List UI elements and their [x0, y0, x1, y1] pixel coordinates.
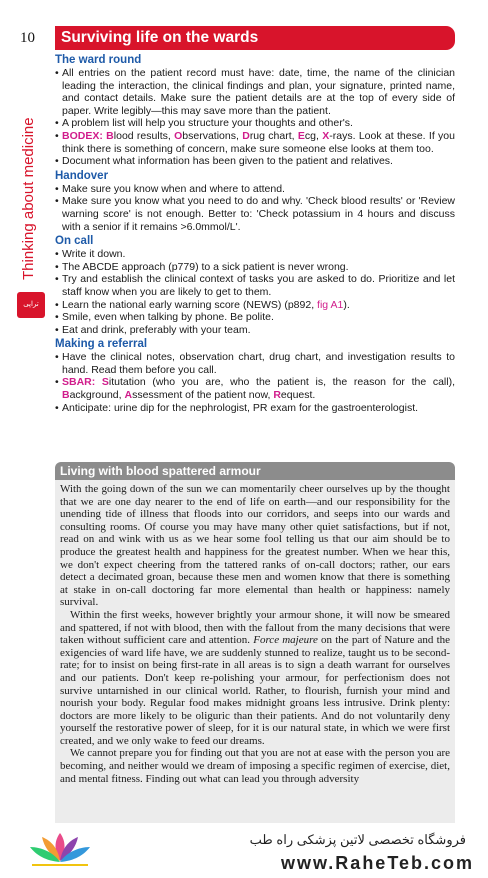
list-item: • The ABCDE approach (p779) to a sick patient is never wrong. — [55, 260, 349, 273]
referral-list — [55, 351, 455, 414]
list-item: • Make sure you know when and where to attend. — [55, 182, 285, 195]
list-item: • Make sure you know what you need to do and why. 'Check blood results' or 'Review warning score' is not enough. Better to: 'Check potassium in 4 hours and discuss with a senior if it remains >6.0mmol/L'. — [55, 195, 455, 233]
side-chapter-label: Thinking about medicine — [20, 117, 37, 280]
ward-round-heading: The ward round — [55, 54, 142, 66]
list-item-sbar: • SBAR: Situtation (who you are, who the patient is, the reason for the call), Background, Assessment of the patient now, Request. — [55, 376, 456, 402]
ward-round-list — [55, 67, 455, 168]
list-item: • Write it down. — [55, 248, 126, 261]
page-title-bar: Surviving life on the wards — [55, 26, 455, 50]
handover-list — [55, 183, 455, 233]
page-number: 10 — [20, 30, 35, 46]
on-call-list — [55, 248, 455, 336]
box-paragraph-3: We cannot prepare you for finding out that you are not at ease with the person you are becoming, and neither would we dream of imposing a specific regimen of exercise, diet, and mental fitness. Finding out what can lead you through adversity — [60, 747, 450, 785]
armour-box — [55, 480, 455, 823]
referral-heading: Making a referral — [55, 338, 148, 351]
list-item: • All entries on the patient record must have: date, time, the name of the clinician leading the interaction, the clinical findings and plan, your signature, printed name, and contact details. Make sure the patient details are at the top of every side of paper. Write legibly—this may save more than the patient. — [55, 67, 455, 117]
on-call-heading: On call — [55, 235, 94, 248]
box-paragraph-2: Within the first weeks, however brightly your armour shone, it will now be smeared and spattered, if not with blood, then with the fallout from the many decisions that were taken without sufficient care and attention. Force majeure on the part of Nature and the exigencies of ward life have, we are suddenly stunned to realize, taught us to be second-rate; for to insist on being first-rate in all areas is to sign a death warrant for ourselves and our patients. Don't keep re-polishing your armour, for perfectionism does not survive untarnished in our clinical world. Rather, to flourish, furnish your mind and nourish your body. Regular food makes midnight groans less intrusive. Drink plenty: doctors are more likely to be oliguric than their patients. And do not voluntarily deny yourself the restorative power of sleep, for it is our natural state, in which we were first created, and we only wake to feed our dreams. — [60, 608, 451, 747]
main-content — [55, 52, 455, 414]
box-paragraph-1: With the going down of the sun we can momentarily cheer ourselves up by the thought that we are one day nearer to the end of life on earth—and our responsibility for the unending tide of illness that floods into our corridors, and seeps into our wards and consulting rooms. Of course you may have many other quiet satisfactions, but if not, read on and wink with us as we hear some fool telling us that our aim should be to produce the greatest health and happiness for the greatest number. When we hear this, we don't expect cheering from the tattered ranks of on-call doctors; rather, our ears detect a decimated groan, because these men and women know that there is something at stake in on-call doctoring far more elemental than health or happiness: namely survival. — [60, 483, 450, 609]
list-item-news: • Learn the national early warning score (NEWS) (p892, fig A1). — [55, 298, 350, 311]
list-item: • Have the clinical notes, observation chart, drug chart, and investigation results to hand. Read them before you call. — [55, 351, 455, 376]
list-item: • Eat and drink, preferably with your team. — [55, 323, 251, 336]
shop-name: فروشگاه تخصصی لاتین پزشکی راه طب — [249, 832, 466, 847]
watermark-footer — [0, 823, 488, 878]
list-item: • A problem list will help you structure your thoughts and other's. — [55, 117, 353, 130]
list-item: • Anticipate: urine dip for the nephrologist, PR exam for the gastroenterologist. — [55, 401, 419, 414]
fig-a1-link[interactable]: fig A1 — [317, 298, 344, 311]
list-item: • Document what information has been given to the patient and relatives. — [55, 155, 393, 168]
side-chapter-tab: تراپی — [17, 292, 45, 318]
list-item-bodex: • BODEX: Blood results, Observations, Drug chart, Ecg, X-rays. Look at these. If you think there is something of concern, make sure someone else looks at them too. — [55, 129, 455, 155]
list-item: • Smile, even when talking by phone. Be polite. — [55, 311, 274, 324]
shop-url-link[interactable]: www.RaheTeb.com — [280, 853, 474, 873]
list-item: • Try and establish the clinical context of tasks you are asked to do. Prioritize and let staff know when you are likely to get to them. — [55, 273, 455, 298]
lotus-logo-icon — [24, 831, 96, 869]
box-title: Living with blood spattered armour — [55, 462, 455, 480]
handover-heading: Handover — [55, 169, 109, 182]
